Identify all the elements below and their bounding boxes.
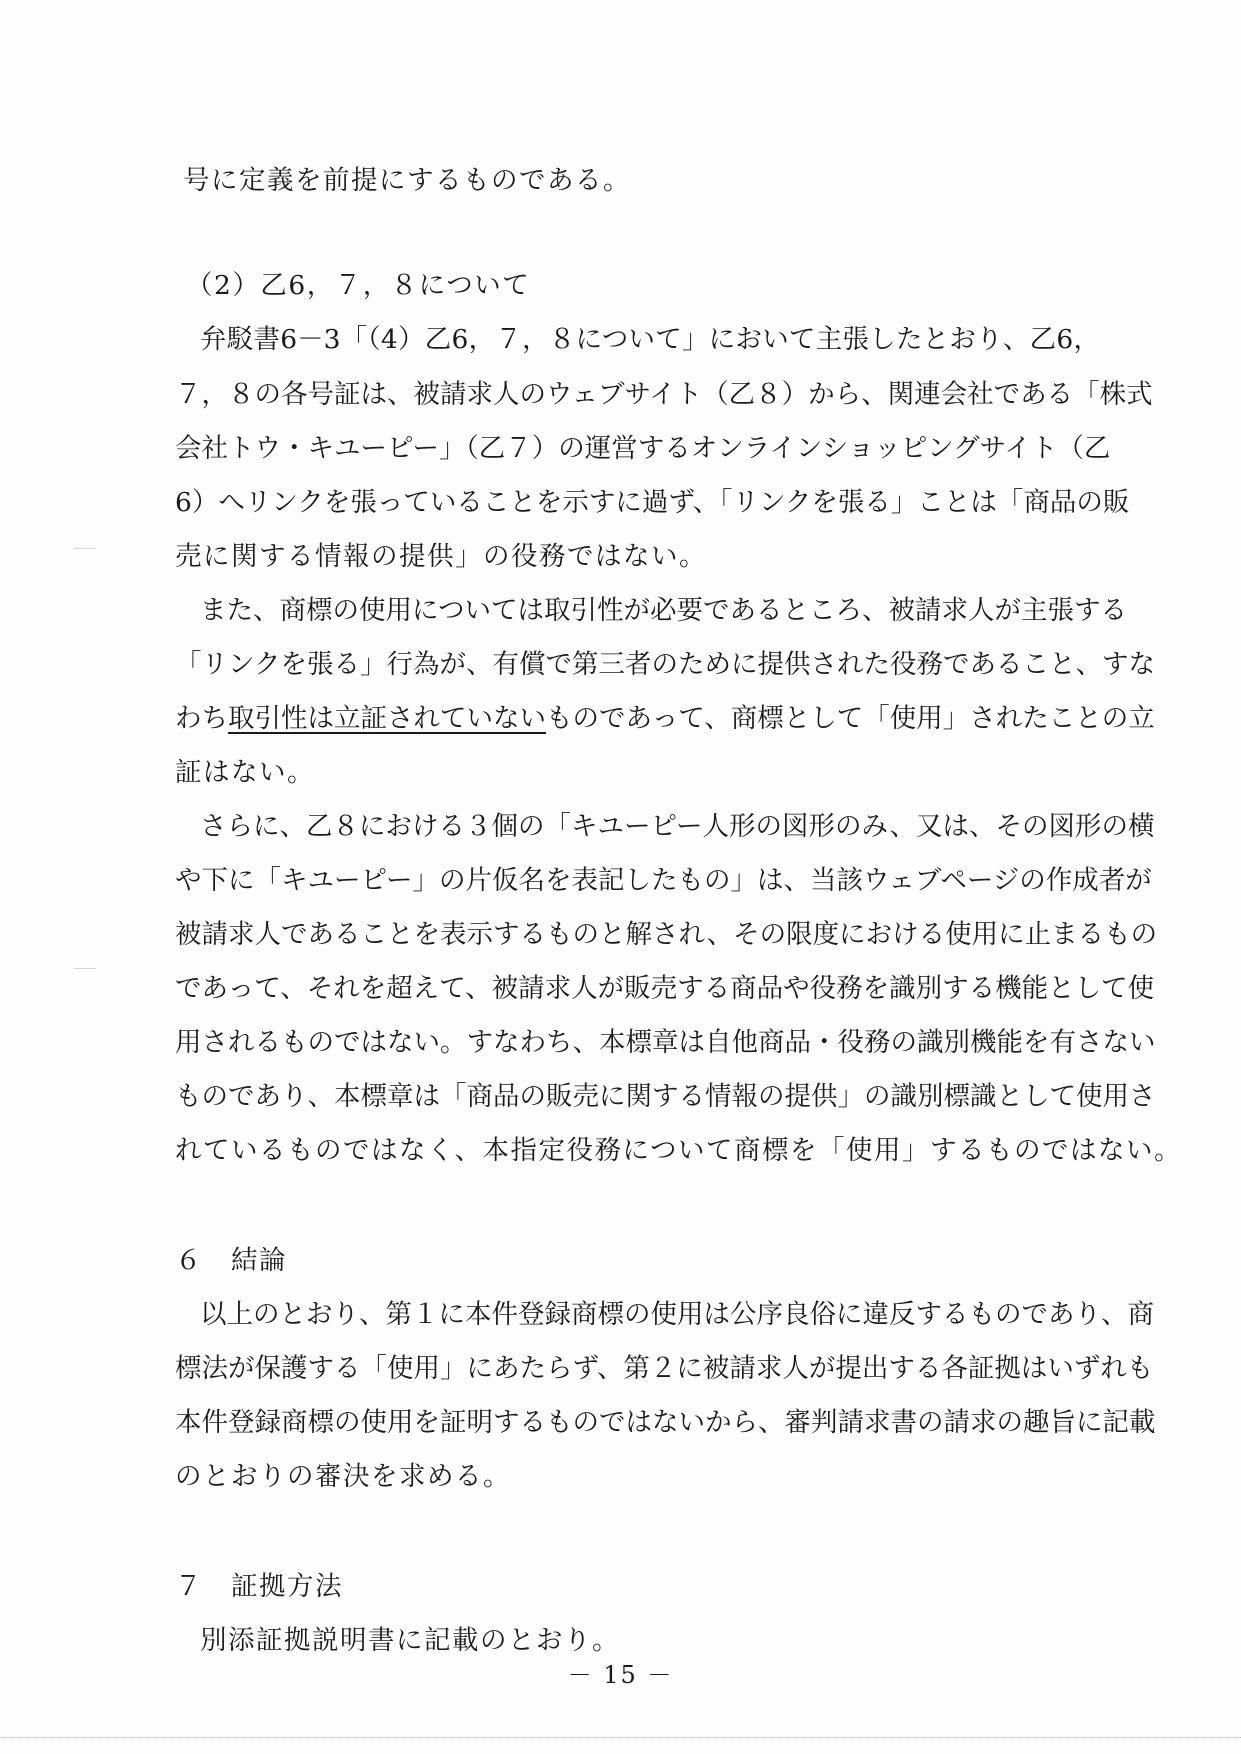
text-line-21: 標法が保護する「使用」にあたらず、第２に被請求人が提出する各証拠はいずれも [175,1353,1154,1384]
page-number: － 15 － [567,1661,674,1689]
text-line-3: 弁駁書6－3「（4）乙6，７，８について」において主張したとおり、乙6， [200,324,1100,355]
margin-mark [74,968,96,969]
text-segment: ものであって、商標として「使用」されたことの立 [546,703,1155,734]
text-line-17: ものであり、本標章は「商品の販売に関する情報の提供」の識別標識として使用さ [175,1081,1156,1112]
text-line-8: また、商標の使用については取引性が必要であるところ、被請求人が主張する [200,595,1127,626]
text-line-11: 証はない。 [175,757,315,788]
text-line-25: 別添証拠説明書に記載のとおり。 [200,1625,620,1656]
margin-mark [74,548,96,549]
text-line-10 [175,702,1155,736]
text-line-14: 被請求人であることを表示するものと解され、その限度における使用に止まるもの [175,919,1158,950]
text-line-20: 以上のとおり、第１に本件登録商標の使用は公序良俗に違反するものであり、商 [200,1299,1154,1330]
text-line-1: 号に定義を前提にするものである。 [183,165,631,196]
text-line-23: のとおりの審決を求める。 [175,1461,511,1492]
text-line-6: 6）へリンクを張っていることを示すに過ず、「リンクを張る」ことは「商品の販 [175,487,1130,518]
text-line-7: 売に関する情報の提供」の役務ではない。 [175,541,707,572]
text-line-13: や下に「キユーピー」の片仮名を表記したもの」は、当該ウェブページの作成者が [175,865,1152,896]
text-line-5: 会社トウ・キユーピー」（乙７）の運営するオンラインショッピングサイト（乙 [175,433,1111,464]
text-line-12: さらに、乙８における３個の「キユーピー人形の図形のみ、又は、その図形の横 [200,811,1155,842]
text-line-16: 用されるものではない。すなわち、本標章は自他商品・役務の識別機能を有さない [175,1027,1156,1058]
text-line-9: 「リンクを張る」行為が、有償で第三者のために提供された役務であること、すな [175,649,1155,680]
text-line-4: ７，８の各号証は、被請求人のウェブサイト（乙８）から、関連会社である「株式 [175,379,1153,410]
bottom-scan-rule [0,1737,1241,1738]
underlined-text: 取引性は立証されていない [228,703,546,734]
text-line-18: れているものではなく、本指定役務について商標を「使用」するものではない。 [175,1135,1182,1166]
section-heading-7: ７ 証拠方法 [175,1571,343,1602]
text-line-22: 本件登録商標の使用を証明するものではないから、審判請求書の請求の趣旨に記載 [175,1407,1156,1438]
section-heading-2: （2）乙6，７，８について [186,270,531,301]
section-heading-6: ６ 結論 [175,1245,287,1276]
text-line-15: であって、それを超えて、被請求人が販売する商品や役務を識別する機能として使 [175,973,1155,1004]
text-segment: わち [175,703,228,734]
